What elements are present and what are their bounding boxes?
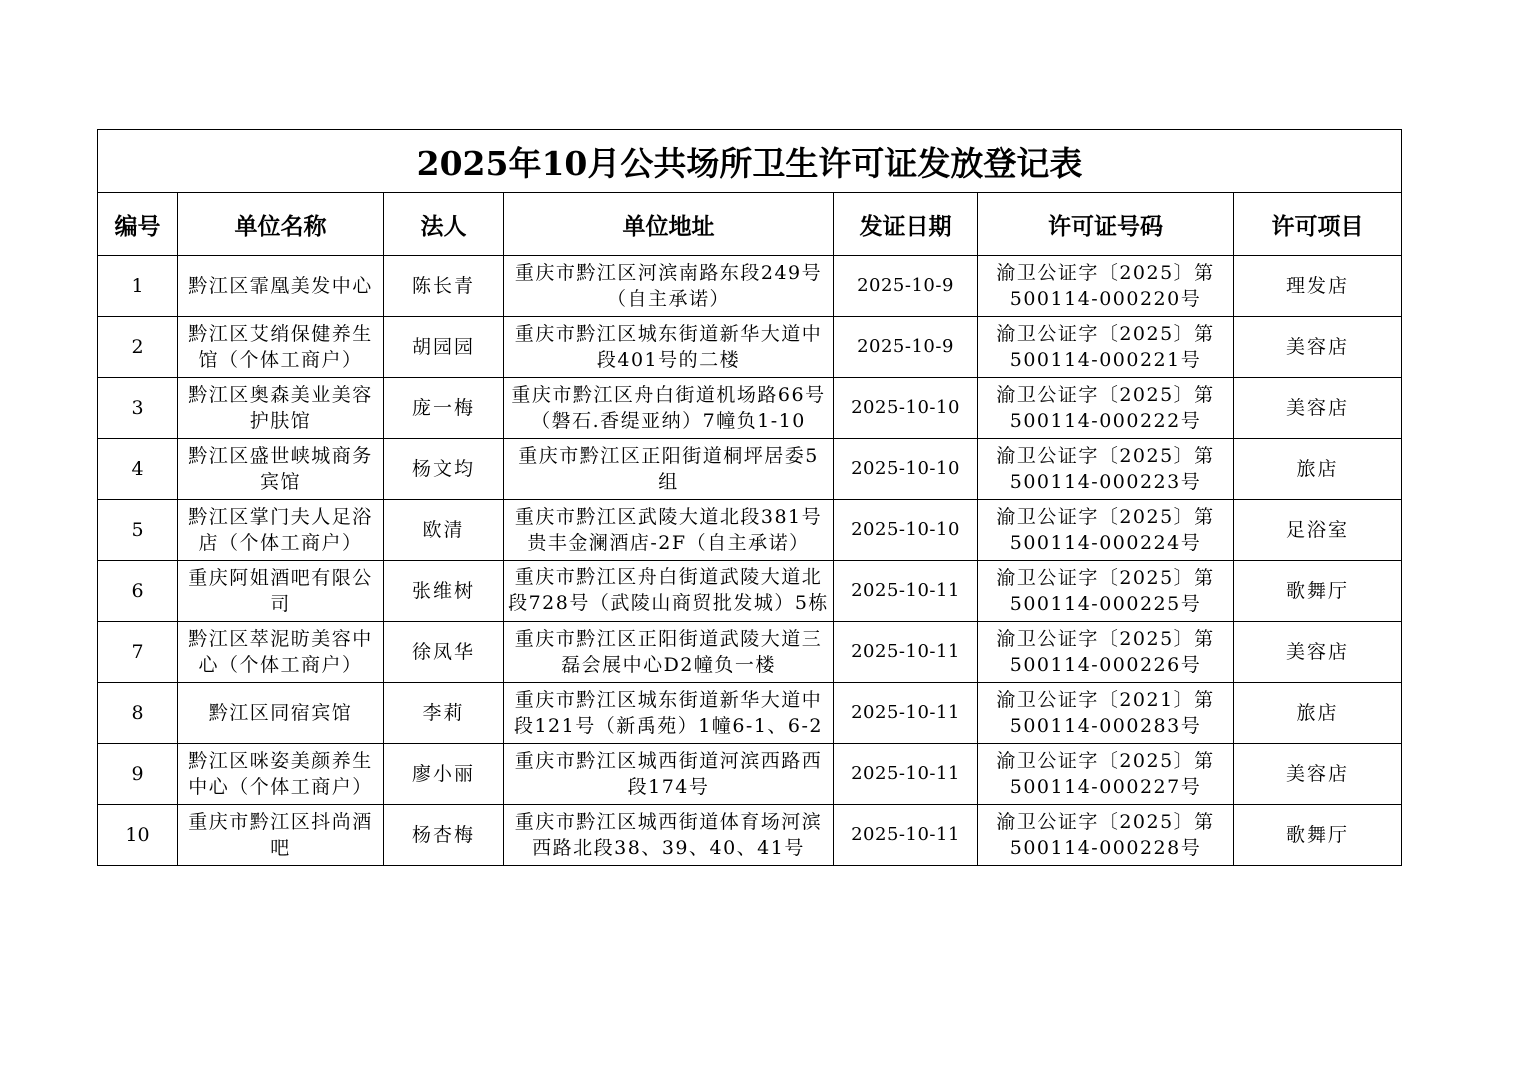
cell-license-text: 渝卫公证字〔2025〕第500114-000220号	[996, 262, 1215, 310]
cell-address-text: 重庆市黔江区舟白街道武陵大道北段728号（武陵山商贸批发城）5栋	[508, 566, 829, 614]
cell-license	[978, 378, 1234, 439]
cell-license-text: 渝卫公证字〔2021〕第500114-000283号	[996, 689, 1215, 737]
cell-item: 歌舞厅	[1234, 805, 1402, 866]
cell-license-text: 渝卫公证字〔2025〕第500114-000221号	[996, 323, 1215, 371]
cell-address-text: 重庆市黔江区舟白街道机场路66号（磐石.香缇亚纳）7幢负1-10	[511, 384, 826, 432]
cell-name	[178, 256, 384, 317]
cell-legal: 欧清	[384, 500, 504, 561]
cell-no: 9	[98, 744, 178, 805]
cell-license	[978, 683, 1234, 744]
cell-license	[978, 744, 1234, 805]
cell-address	[504, 256, 834, 317]
cell-address	[504, 378, 834, 439]
cell-license-text: 渝卫公证字〔2025〕第500114-000222号	[996, 384, 1215, 432]
header-address: 单位地址	[504, 193, 834, 256]
cell-license	[978, 317, 1234, 378]
cell-legal: 庞一梅	[384, 378, 504, 439]
cell-name-text: 黔江区奥森美业美容护肤馆	[188, 384, 373, 432]
cell-date: 2025-10-11	[834, 805, 978, 866]
cell-date: 2025-10-10	[834, 500, 978, 561]
cell-license	[978, 256, 1234, 317]
cell-no: 3	[98, 378, 178, 439]
header-legal: 法人	[384, 193, 504, 256]
cell-no: 5	[98, 500, 178, 561]
cell-license-text: 渝卫公证字〔2025〕第500114-000225号	[996, 567, 1215, 615]
table-row	[98, 805, 1402, 866]
cell-address-text: 重庆市黔江区城西街道体育场河滨西路北段38、39、40、41号	[514, 811, 823, 859]
cell-legal: 李莉	[384, 683, 504, 744]
cell-legal: 张维树	[384, 561, 504, 622]
cell-address-text: 重庆市黔江区城西街道河滨西路西段174号	[514, 750, 823, 798]
cell-legal: 徐凤华	[384, 622, 504, 683]
cell-license-text: 渝卫公证字〔2025〕第500114-000223号	[996, 445, 1215, 493]
header-date: 发证日期	[834, 193, 978, 256]
table-row	[98, 744, 1402, 805]
cell-license-text: 渝卫公证字〔2025〕第500114-000224号	[996, 506, 1215, 554]
table-row	[98, 622, 1402, 683]
cell-name-text: 重庆阿姐酒吧有限公司	[188, 567, 373, 615]
cell-name	[178, 561, 384, 622]
cell-legal: 杨文均	[384, 439, 504, 500]
cell-item: 歌舞厅	[1234, 561, 1402, 622]
cell-license	[978, 500, 1234, 561]
table-row	[98, 683, 1402, 744]
cell-name	[178, 683, 384, 744]
cell-name-text: 黔江区咪姿美颜养生中心（个体工商户）	[188, 750, 373, 798]
registration-sheet	[97, 129, 1401, 866]
table-title: 2025年10月公共场所卫生许可证发放登记表	[98, 130, 1402, 193]
cell-address	[504, 744, 834, 805]
cell-address	[504, 805, 834, 866]
cell-name	[178, 378, 384, 439]
header-name: 单位名称	[178, 193, 384, 256]
cell-license	[978, 561, 1234, 622]
cell-date: 2025-10-11	[834, 561, 978, 622]
header-item: 许可项目	[1234, 193, 1402, 256]
cell-name	[178, 439, 384, 500]
cell-legal: 廖小丽	[384, 744, 504, 805]
cell-license	[978, 439, 1234, 500]
cell-address-text: 重庆市黔江区河滨南路东段249号（自主承诺）	[514, 262, 823, 310]
cell-license	[978, 805, 1234, 866]
cell-address-text: 重庆市黔江区城东街道新华大道中段401号的二楼	[514, 323, 823, 371]
cell-name-text: 黔江区盛世峡城商务宾馆	[188, 445, 373, 493]
cell-address	[504, 500, 834, 561]
cell-name-text: 黔江区霏凰美发中心	[188, 275, 373, 297]
cell-name-text: 黔江区萃泥昉美容中心（个体工商户）	[188, 628, 373, 676]
cell-item: 旅店	[1234, 439, 1402, 500]
cell-no: 2	[98, 317, 178, 378]
table-row	[98, 317, 1402, 378]
cell-address	[504, 317, 834, 378]
cell-name	[178, 500, 384, 561]
cell-name	[178, 622, 384, 683]
cell-no: 10	[98, 805, 178, 866]
header-no: 编号	[98, 193, 178, 256]
cell-date: 2025-10-11	[834, 622, 978, 683]
header-license: 许可证号码	[978, 193, 1234, 256]
cell-name-text: 黔江区同宿宾馆	[208, 702, 353, 724]
cell-item: 美容店	[1234, 378, 1402, 439]
cell-no: 8	[98, 683, 178, 744]
cell-address-text: 重庆市黔江区正阳街道武陵大道三磊会展中心D2幢负一楼	[514, 628, 823, 676]
cell-name	[178, 805, 384, 866]
cell-name-text: 黔江区艾绡保健养生馆（个体工商户）	[188, 323, 373, 371]
table-row	[98, 256, 1402, 317]
cell-date: 2025-10-11	[834, 744, 978, 805]
table-row	[98, 561, 1402, 622]
table-row	[98, 439, 1402, 500]
cell-item: 美容店	[1234, 744, 1402, 805]
cell-name	[178, 317, 384, 378]
cell-no: 4	[98, 439, 178, 500]
cell-address	[504, 439, 834, 500]
cell-name-text: 黔江区掌门夫人足浴店（个体工商户）	[188, 506, 373, 554]
cell-address	[504, 683, 834, 744]
cell-legal: 杨杏梅	[384, 805, 504, 866]
table-row	[98, 500, 1402, 561]
cell-date: 2025-10-10	[834, 439, 978, 500]
cell-legal: 胡园园	[384, 317, 504, 378]
cell-date: 2025-10-9	[834, 256, 978, 317]
cell-address-text: 重庆市黔江区正阳街道桐坪居委5组	[518, 445, 819, 493]
table-row	[98, 378, 1402, 439]
cell-date: 2025-10-9	[834, 317, 978, 378]
cell-item: 美容店	[1234, 622, 1402, 683]
cell-license	[978, 622, 1234, 683]
cell-date: 2025-10-11	[834, 683, 978, 744]
cell-legal: 陈长青	[384, 256, 504, 317]
cell-date: 2025-10-10	[834, 378, 978, 439]
cell-no: 1	[98, 256, 178, 317]
license-table	[97, 129, 1402, 866]
cell-address-text: 重庆市黔江区武陵大道北段381号贵丰金澜酒店-2F（自主承诺）	[514, 506, 823, 554]
cell-license-text: 渝卫公证字〔2025〕第500114-000227号	[996, 750, 1215, 798]
cell-item: 旅店	[1234, 683, 1402, 744]
cell-address-text: 重庆市黔江区城东街道新华大道中段121号（新禹苑）1幢6-1、6-2	[513, 689, 824, 737]
cell-no: 6	[98, 561, 178, 622]
cell-address	[504, 561, 834, 622]
cell-name	[178, 744, 384, 805]
cell-license-text: 渝卫公证字〔2025〕第500114-000226号	[996, 628, 1215, 676]
cell-item: 美容店	[1234, 317, 1402, 378]
cell-item: 足浴室	[1234, 500, 1402, 561]
cell-address	[504, 622, 834, 683]
cell-no: 7	[98, 622, 178, 683]
header-row	[98, 193, 1402, 256]
cell-name-text: 重庆市黔江区抖尚酒吧	[188, 811, 373, 859]
cell-item: 理发店	[1234, 256, 1402, 317]
cell-license-text: 渝卫公证字〔2025〕第500114-000228号	[996, 811, 1215, 859]
